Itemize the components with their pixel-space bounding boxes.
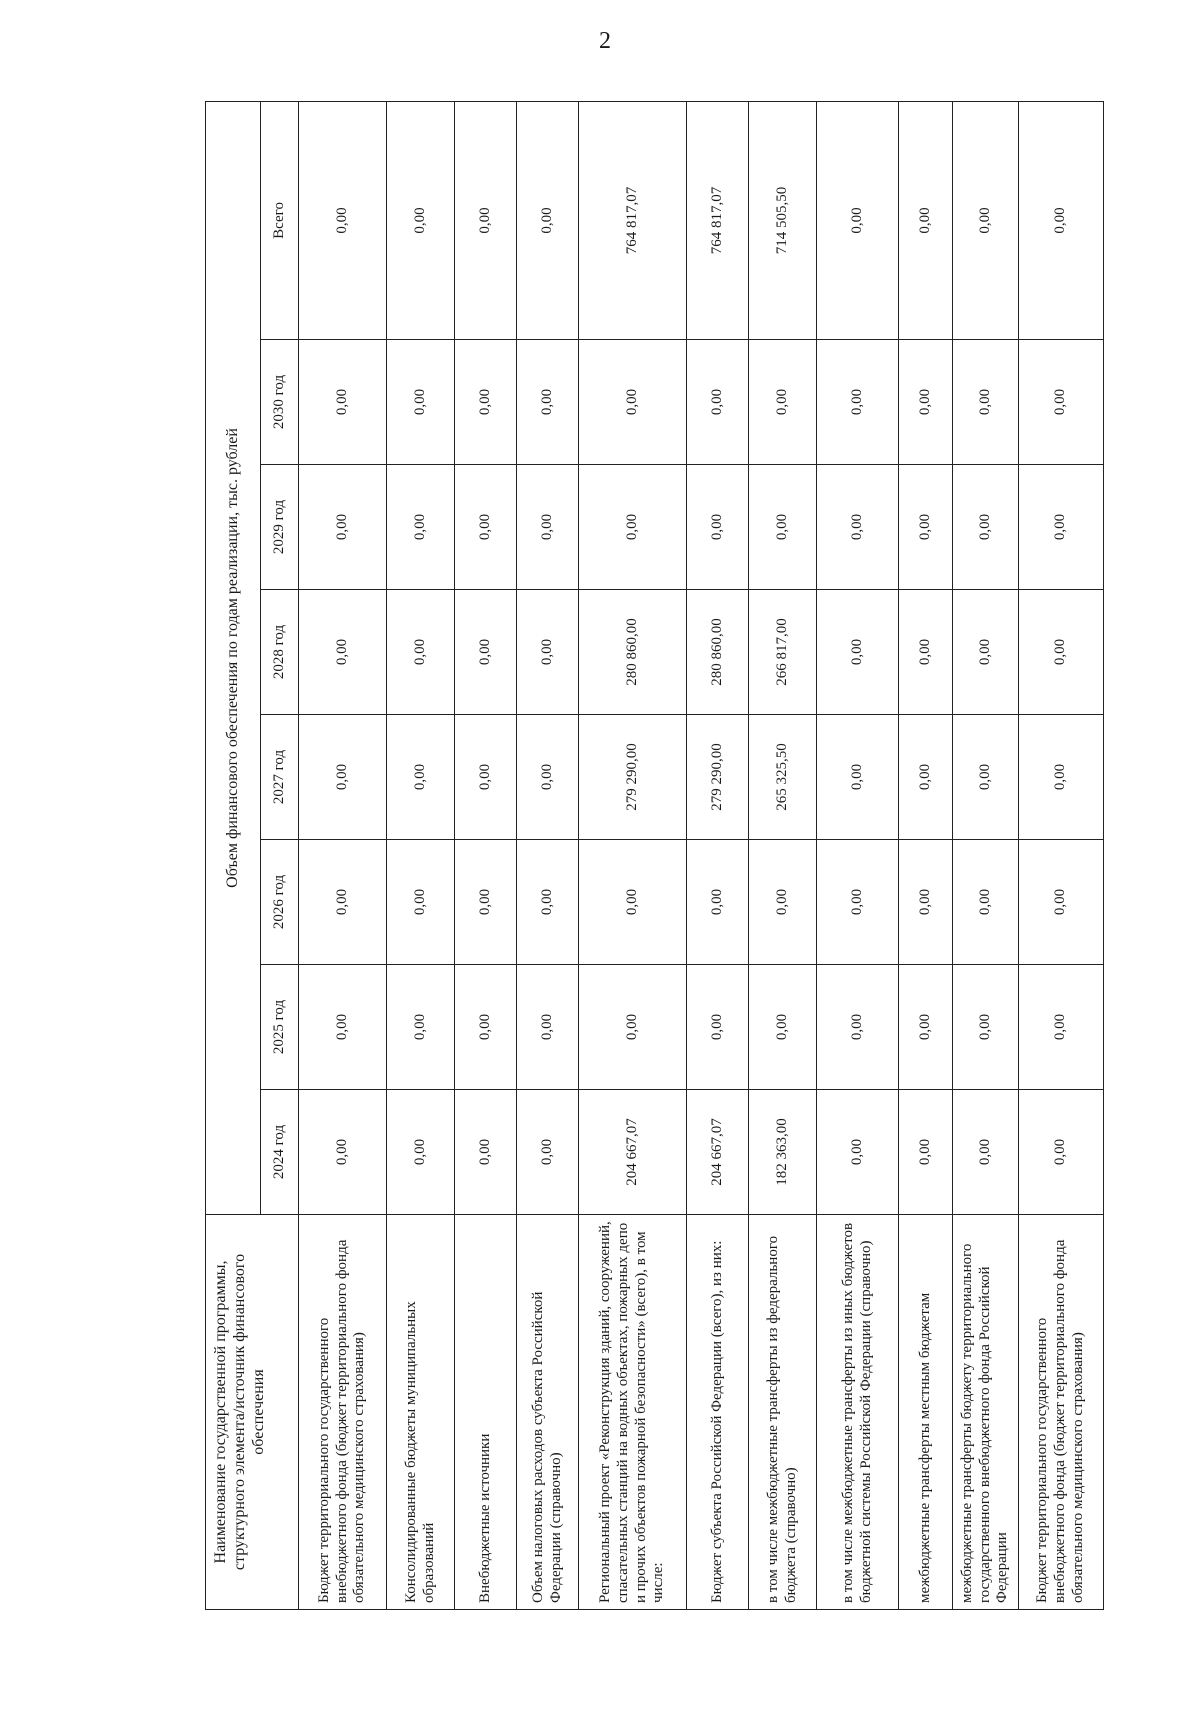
cell-2028: 0,00 <box>817 590 899 715</box>
cell-2030: 0,00 <box>687 340 749 465</box>
cell-2026: 0,00 <box>299 840 387 965</box>
cell-2027: 0,00 <box>1019 715 1104 840</box>
cell-2029: 0,00 <box>299 465 387 590</box>
cell-2024: 204 667,07 <box>687 1090 749 1215</box>
cell-2028: 266 817,00 <box>749 590 817 715</box>
cell-2026: 0,00 <box>953 840 1019 965</box>
cell-2027: 265 325,50 <box>749 715 817 840</box>
row-name: Бюджет территориального государственного внебюджетного фонда (бюджет территориального фонда обязательного медицинского страхования) <box>1019 1215 1104 1610</box>
row-name: в том числе межбюджетные трансферты из иных бюджетов бюджетной системы Российской Федерации (справочно) <box>817 1215 899 1610</box>
cell-total: 714 505,50 <box>749 101 817 339</box>
table-body <box>299 101 1104 1609</box>
cell-2027: 0,00 <box>387 715 455 840</box>
cell-2030: 0,00 <box>299 340 387 465</box>
cell-total: 0,00 <box>899 101 953 339</box>
cell-2026: 0,00 <box>579 840 687 965</box>
cell-2027: 0,00 <box>517 715 579 840</box>
cell-2025: 0,00 <box>749 965 817 1090</box>
cell-2025: 0,00 <box>517 965 579 1090</box>
cell-total: 0,00 <box>299 101 387 339</box>
header-year-2024: 2024 год <box>261 1090 299 1215</box>
cell-2030: 0,00 <box>579 340 687 465</box>
table-row <box>953 101 1019 1609</box>
cell-total: 764 817,07 <box>687 101 749 339</box>
page-number: 2 <box>599 28 611 54</box>
row-name: Объем налоговых расходов субъекта Российской Федерации (справочно) <box>517 1215 579 1610</box>
cell-total: 0,00 <box>387 101 455 339</box>
table-row <box>387 101 455 1609</box>
cell-2029: 0,00 <box>1019 465 1104 590</box>
cell-total: 0,00 <box>953 101 1019 339</box>
table-row <box>687 101 749 1609</box>
cell-2028: 0,00 <box>387 590 455 715</box>
cell-2027: 0,00 <box>455 715 517 840</box>
row-name: Бюджет территориального государственного внебюджетного фонда (бюджет территориального фонда обязательного медицинского страхования) <box>299 1215 387 1610</box>
cell-2030: 0,00 <box>387 340 455 465</box>
cell-2025: 0,00 <box>455 965 517 1090</box>
cell-2024: 0,00 <box>817 1090 899 1215</box>
cell-2026: 0,00 <box>387 840 455 965</box>
cell-2030: 0,00 <box>899 340 953 465</box>
cell-2026: 0,00 <box>1019 840 1104 965</box>
cell-2025: 0,00 <box>387 965 455 1090</box>
cell-2024: 0,00 <box>1019 1090 1104 1215</box>
cell-total: 764 817,07 <box>579 101 687 339</box>
cell-2026: 0,00 <box>455 840 517 965</box>
table-row <box>749 101 817 1609</box>
table-row <box>517 101 579 1609</box>
cell-2029: 0,00 <box>749 465 817 590</box>
header-year-2027: 2027 год <box>261 715 299 840</box>
cell-2027: 0,00 <box>899 715 953 840</box>
cell-2025: 0,00 <box>299 965 387 1090</box>
cell-2027: 279 290,00 <box>579 715 687 840</box>
cell-2026: 0,00 <box>517 840 579 965</box>
cell-2025: 0,00 <box>953 965 1019 1090</box>
table-row <box>579 101 687 1609</box>
row-name: межбюджетные трансферты бюджету территориального государственного внебюджетного фонда Российской Федерации <box>953 1215 1019 1610</box>
cell-2026: 0,00 <box>749 840 817 965</box>
cell-2028: 0,00 <box>455 590 517 715</box>
header-year-2028: 2028 год <box>261 590 299 715</box>
row-name: Региональный проект «Реконструкция зданий, сооружений, спасательных станций на водных объектах, пожарных депо и прочих объектов пожарной безопасности» (всего), в том числе: <box>579 1215 687 1610</box>
table-row <box>817 101 899 1609</box>
cell-total: 0,00 <box>517 101 579 339</box>
cell-2024: 0,00 <box>899 1090 953 1215</box>
cell-2024: 204 667,07 <box>579 1090 687 1215</box>
cell-2027: 0,00 <box>953 715 1019 840</box>
table-row <box>1019 101 1104 1609</box>
header-year-2025: 2025 год <box>261 965 299 1090</box>
cell-2029: 0,00 <box>899 465 953 590</box>
header-year-2026: 2026 год <box>261 840 299 965</box>
cell-2030: 0,00 <box>517 340 579 465</box>
cell-total: 0,00 <box>455 101 517 339</box>
row-name: Бюджет субъекта Российской Федерации (всего), из них: <box>687 1215 749 1610</box>
cell-2025: 0,00 <box>687 965 749 1090</box>
rotated-table-wrapper <box>205 102 1086 1610</box>
cell-2024: 0,00 <box>953 1090 1019 1215</box>
header-name-cell: Наименование государственной программы, структурного элемента/источник финансового обеспечения <box>206 1215 299 1610</box>
cell-2024: 0,00 <box>299 1090 387 1215</box>
cell-2025: 0,00 <box>817 965 899 1090</box>
cell-2029: 0,00 <box>817 465 899 590</box>
cell-2026: 0,00 <box>687 840 749 965</box>
cell-2024: 0,00 <box>517 1090 579 1215</box>
cell-2029: 0,00 <box>387 465 455 590</box>
table-row <box>899 101 953 1609</box>
cell-2029: 0,00 <box>455 465 517 590</box>
cell-2030: 0,00 <box>953 340 1019 465</box>
cell-2029: 0,00 <box>517 465 579 590</box>
row-name: межбюджетные трансферты местным бюджетам <box>899 1215 953 1610</box>
table-row <box>455 101 517 1609</box>
header-year-2030: 2030 год <box>261 340 299 465</box>
cell-2027: 0,00 <box>817 715 899 840</box>
cell-2027: 279 290,00 <box>687 715 749 840</box>
header-total: Всего <box>261 101 299 339</box>
row-name: Внебюджетные источники <box>455 1215 517 1610</box>
cell-2030: 0,00 <box>1019 340 1104 465</box>
cell-2030: 0,00 <box>817 340 899 465</box>
header-group-cell: Объем финансового обеспечения по годам реализации, тыс. рублей <box>206 101 261 1214</box>
cell-total: 0,00 <box>817 101 899 339</box>
cell-2028: 0,00 <box>1019 590 1104 715</box>
cell-2030: 0,00 <box>455 340 517 465</box>
header-row-1 <box>206 101 261 1609</box>
cell-2029: 0,00 <box>579 465 687 590</box>
cell-2028: 280 860,00 <box>579 590 687 715</box>
cell-2028: 0,00 <box>517 590 579 715</box>
row-name: в том числе межбюджетные трансферты из федерального бюджета (справочно) <box>749 1215 817 1610</box>
financing-table <box>205 101 1104 1610</box>
cell-2030: 0,00 <box>749 340 817 465</box>
cell-2026: 0,00 <box>899 840 953 965</box>
cell-2025: 0,00 <box>579 965 687 1090</box>
cell-2029: 0,00 <box>687 465 749 590</box>
table-row <box>299 101 387 1609</box>
header-year-2029: 2029 год <box>261 465 299 590</box>
cell-2024: 0,00 <box>387 1090 455 1215</box>
cell-2028: 280 860,00 <box>687 590 749 715</box>
cell-2027: 0,00 <box>299 715 387 840</box>
cell-2028: 0,00 <box>299 590 387 715</box>
cell-2024: 182 363,00 <box>749 1090 817 1215</box>
cell-2026: 0,00 <box>817 840 899 965</box>
cell-total: 0,00 <box>1019 101 1104 339</box>
cell-2029: 0,00 <box>953 465 1019 590</box>
cell-2028: 0,00 <box>953 590 1019 715</box>
row-name: Консолидированные бюджеты муниципальных образований <box>387 1215 455 1610</box>
cell-2024: 0,00 <box>455 1090 517 1215</box>
cell-2025: 0,00 <box>899 965 953 1090</box>
cell-2028: 0,00 <box>899 590 953 715</box>
cell-2025: 0,00 <box>1019 965 1104 1090</box>
